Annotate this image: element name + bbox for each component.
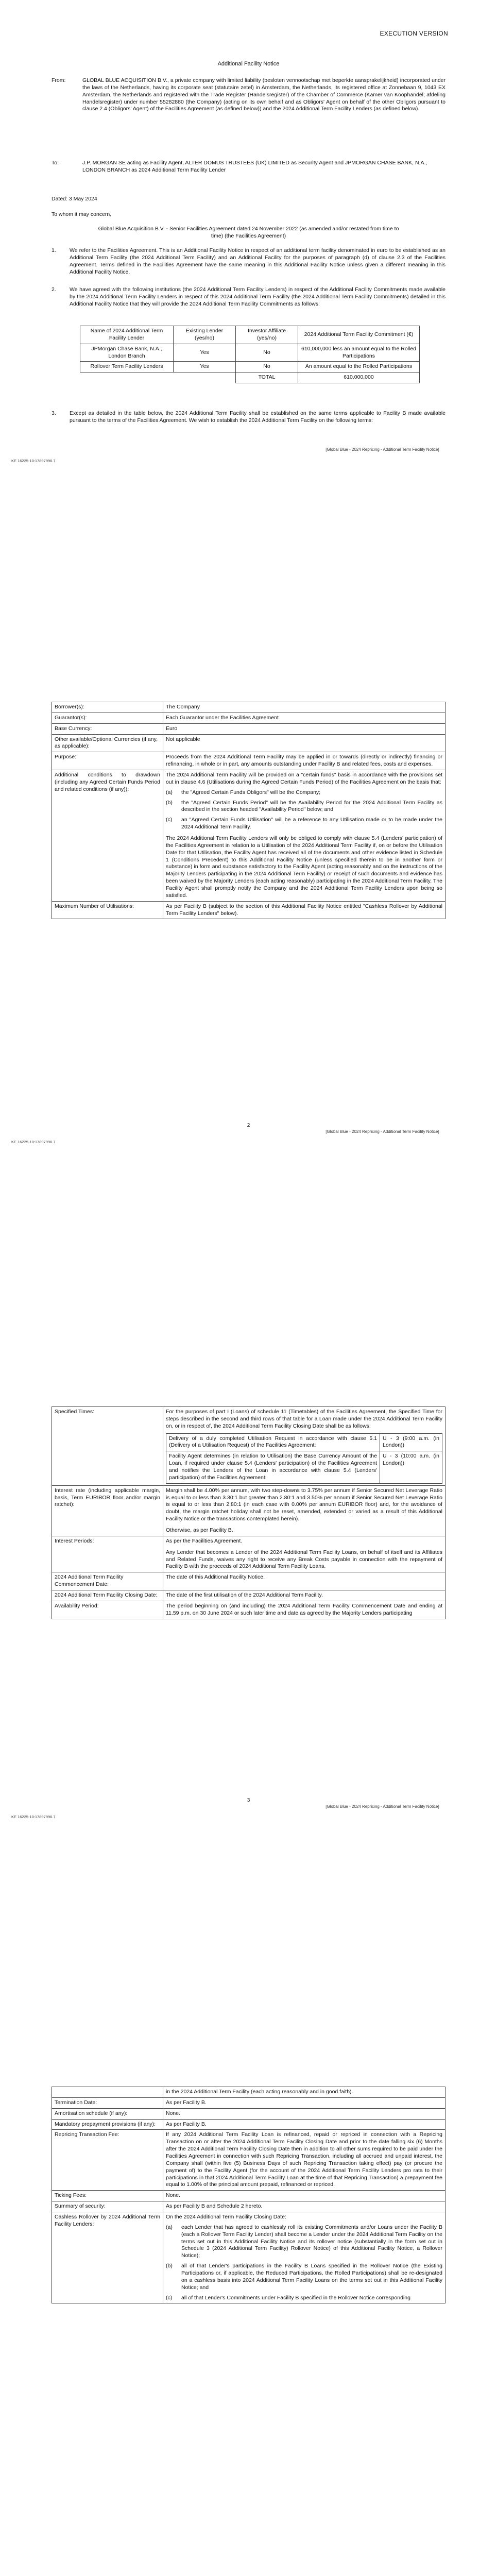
paragraph-1-number: 1. [52, 247, 56, 253]
cashless-item-c: all of that Lender's Commitments under Facility B specified in the Rollover Notice corresponding [181, 2294, 410, 2301]
term-row [52, 770, 445, 902]
term-value: None. [163, 2108, 445, 2119]
term-value: If any 2024 Additional Term Facility Loan is refinanced, repaid or repriced in connection with a Repricing Transaction on or after the 2024 Additional Term Facility Closing Date and prior to the date falling six (6) Months after the 2024 Additional Term Facility Closing Date then in addition to all other sums required to be paid under the Facilities Agreement in connection with such Repricing Transaction, including all accrued and unpaid interest, the Company shall (within five (5) Business Days of such Repricing Transaction taking effect) pay (or procure the payment of) to the Facility Agent (for the account of the 2024 Additional Term Facility Lenders pro rata to their participations in that 2024 Additional Term Facility Loan at the time of that Repricing Transaction) a prepayment fee equal to 1.00% of the principal amount prepaid, refinanced or repriced. [163, 2130, 445, 2191]
term-row [52, 702, 445, 713]
term-row [52, 1536, 445, 1572]
list-marker: (c) [166, 817, 173, 823]
term-value [163, 1407, 445, 1486]
term-key: Mandatory prepayment provisions (if any): [52, 2119, 163, 2130]
page-1 [0, 0, 497, 690]
notice-title: Additional Facility Notice [217, 61, 280, 67]
subject-line: Global Blue Acquisition B.V. - Senior Facilities Agreement dated 24 November 2022 (as amended and/or restated from time to time) (the Facilities Agreement) [98, 226, 399, 239]
timetable-time: U - 3 (9:00 a.m. (in London)) [380, 1433, 442, 1451]
timetable-time: U - 3 (10:00 a.m. (in London)) [380, 1451, 442, 1483]
term-value: The date of this Additional Facility Notice. [163, 1572, 445, 1590]
term-row [52, 1407, 445, 1486]
commitments-cell: No [236, 362, 298, 372]
timetable-row [166, 1451, 442, 1483]
paragraph-1 [52, 247, 445, 276]
commitments-cell: Rollover Term Facility Lenders [80, 362, 174, 372]
term-key: Interest Periods: [52, 1536, 163, 1572]
term-key: Purpose: [52, 752, 163, 770]
term-value: As per Facility B (subject to the section of this Additional Facility Notice entitled "Cashless Rollover by Additional Term Facility Lenders" below). [163, 901, 445, 919]
footer-reference: KE 16225-10:17897996.7 [11, 1140, 56, 1144]
commitments-total-row [80, 372, 420, 383]
conditions-paragraph-2: The 2024 Additional Term Facility Lenders will only be obliged to comply with clause 5.4 (Lenders' participation) of the Facilities Agreement in relation to a Utilisation of the 2024 Additional Term Facility if, on or before the Utilisation Date for that Utilisation, the Facility Agent has received all of the documents and other evidence listed in Schedule 1 (Conditions Precedent) to this Additional Facility Notice (unless specified therein to be in another form or substance) in form and substance satisfactory to the Facility Agent (acting reasonably and on the instructions of the Majority Lenders participating in the 2024 Additional Term Facility) or receipt of such documents and evidence has been waived by the Majority Lenders (each acting reasonably) participating in the 2024 Additional Term Facility. The Facility Agent shall promptly notify the Company and the 2024 Additional Term Facility Lenders upon being so satisfied. [166, 835, 442, 899]
footer-text: [Global Blue - 2024 Repricing - Additional Term Facility Notice] [325, 1804, 439, 1809]
term-key: 2024 Additional Term Facility Commencement Date: [52, 1572, 163, 1590]
conditions-item-b: the "Agreed Certain Funds Period" will be the Availability Period for the 2024 Additional Term Facility as described in the section headed "Availability Period" below; and [181, 799, 442, 813]
term-row [52, 1590, 445, 1601]
term-row [52, 2119, 445, 2130]
list-marker: (b) [166, 2263, 173, 2269]
term-key [52, 2087, 163, 2098]
cashless-item-b: all of that Lender's participations in the Facility B Loans specified in the Rollover Notice (the Existing Participations or, if applicable, the Reduced Participations, the Rolled Participations) shall be re-designated on a cashless basis into 2024 Additional Term Facility Loans on the terms set out in this Additional Facility Notice; and [181, 2263, 442, 2291]
commitments-row [80, 362, 420, 372]
commitments-row [80, 344, 420, 362]
interest-periods-waiver: Any Lender that becomes a Lender of the 2024 Additional Term Facility Loans, on behalf of itself and its Affiliates and Related Funds, waives any right to receive any Break Costs payable in connection with the repayment of Facility B with the proceeds of 2024 Additional Term Facility Loans. [166, 1549, 442, 1570]
footer-reference: KE 16225-10:17897996.7 [11, 1815, 56, 1819]
term-row [52, 2191, 445, 2201]
term-key: Availability Period: [52, 1601, 163, 1619]
interest-rate-otherwise: Otherwise, as per Facility B. [166, 1527, 233, 1534]
footer-reference: KE 16225-10:17897996.7 [11, 459, 56, 463]
commitments-header-cell: Name of 2024 Additional Term Facility Lender [80, 326, 174, 344]
term-value: The date of the first utilisation of the 2024 Additional Term Facility. [163, 1590, 445, 1601]
commitments-cell: 610,000,000 less an amount equal to the Rolled Participations [298, 344, 420, 362]
term-row [52, 752, 445, 770]
term-value: in the 2024 Additional Term Facility (each acting reasonably and in good faith). [163, 2087, 445, 2098]
term-row [52, 723, 445, 734]
conditions-item-c: an "Agreed Certain Funds Utilisation" will be a reference to any Utilisation made or to be made under the 2024 Additional Term Facility. [181, 817, 442, 831]
term-value: As per Facility B. [163, 2119, 445, 2130]
term-row [52, 713, 445, 723]
term-row [52, 2130, 445, 2191]
paragraph-2-text: We have agreed with the following institutions (the 2024 Additional Term Facility Lenders) in respect of the Additional Facility Commitments made available by the 2024 Additional Term Facility Lenders in respect of this 2024 Additional Term Facility (the 2024 Additional Term Facility Commitments) detailed in this Additional Facility Notice that they will provide the 2024 Additional Term Facility Commitments as follows: [70, 286, 445, 307]
commitments-cell: Yes [174, 344, 236, 362]
term-value: Proceeds from the 2024 Additional Term Facility may be applied in or towards (directly or indirectly) financing or refinancing, in whole or in part, any amounts outstanding under Facility B and related fees, costs and expenses. [163, 752, 445, 770]
term-value [163, 1536, 445, 1572]
footer-text: [Global Blue - 2024 Repricing - Additional Term Facility Notice] [325, 447, 439, 452]
terms-table-page-3 [52, 1406, 445, 1619]
paragraph-3 [52, 410, 445, 425]
footer-text: [Global Blue - 2024 Repricing - Additional Term Facility Notice] [325, 1129, 439, 1134]
term-key: Interest rate (including applicable margin, basis, Term EURIBOR floor and/or margin ratchet): [52, 1485, 163, 1536]
term-value: Each Guarantor under the Facilities Agreement [163, 713, 445, 723]
page-number: 2 [247, 1123, 250, 1128]
term-key: Borrower(s): [52, 702, 163, 713]
term-key: Additional conditions to drawdown (including any Agreed Certain Funds Period and related conditions (if any)): [52, 770, 163, 902]
term-value: The period beginning on (and including) the 2024 Additional Term Facility Commencement Date and ending at 11.59 p.m. on 30 June 2024 or such later time and date as agreed by the Majority Lenders participating [163, 1601, 445, 1619]
to-label: To: [52, 160, 59, 166]
term-value: As per Facility B. [163, 2097, 445, 2108]
to-text: J.P. MORGAN SE acting as Facility Agent, ALTER DOMUS TRUSTEES (UK) LIMITED as Security Agent and JPMORGAN CHASE BANK, N.A., LONDON BRANCH as 2024 Additional Term Facility Lender [82, 160, 427, 173]
timetable-step: Delivery of a duly completed Utilisation Request in accordance with clause 5.1 (Delivery of a Utilisation Request) of the Facilities Agreement: [166, 1433, 380, 1451]
term-value [163, 770, 445, 902]
to-block [52, 160, 445, 174]
term-key: Specified Times: [52, 1407, 163, 1486]
term-key: Base Currency: [52, 723, 163, 734]
list-marker: (a) [166, 2224, 173, 2230]
term-value: The Company [163, 702, 445, 713]
term-value: Not applicable [163, 734, 445, 752]
terms-table-page-2 [52, 702, 445, 919]
paragraph-2-number: 2. [52, 286, 56, 293]
commitments-header-cell: Existing Lender (yes/no) [174, 326, 236, 344]
from-label: From: [52, 77, 66, 83]
page-3 [0, 1381, 497, 2081]
timetable [166, 1433, 442, 1484]
commitments-cell: JPMorgan Chase Bank, N.A., London Branch [80, 344, 174, 362]
term-row [52, 2108, 445, 2119]
paragraph-2 [52, 286, 445, 308]
paragraph-3-text: Except as detailed in the table below, the 2024 Additional Term Facility shall be established on the same terms applicable to Facility B made available pursuant to the terms of the Facilities Agreement. We wish to establish the 2024 Additional Term Facility on the following terms: [70, 410, 445, 423]
page-4 [0, 2081, 497, 2576]
terms-table-page-4 [52, 2087, 445, 2303]
term-key: Repricing Transaction Fee: [52, 2130, 163, 2191]
term-key: Termination Date: [52, 2097, 163, 2108]
timetable-row [166, 1433, 442, 1451]
cashless-intro: On the 2024 Additional Term Facility Closing Date: [166, 2214, 286, 2221]
term-row [52, 1572, 445, 1590]
paragraph-3-number: 3. [52, 410, 56, 416]
term-row [52, 1601, 445, 1619]
commitments-total-label: TOTAL [236, 372, 298, 383]
paragraph-1-text: We refer to the Facilities Agreement. This is an Additional Facility Notice in respect of an additional term facility denominated in euro to be established as an Additional Term Facility (the 2024 Additional Term Facility) and an Additional Facility for the purposes of paragraph (d) of clause 2.3 of the Facilities Agreement. Terms defined in the Facilities Agreement have the same meaning in this Additional Facility Notice unless given a different meaning in this Additional Facility Notice. [70, 247, 445, 275]
term-key: Guarantor(s): [52, 713, 163, 723]
page-number: 3 [247, 1798, 250, 1803]
term-key: 2024 Additional Term Facility Closing Date: [52, 1590, 163, 1601]
term-key: Amortisation schedule (if any): [52, 2108, 163, 2119]
term-key: Other available/Optional Currencies (if any, as applicable): [52, 734, 163, 752]
term-key: Summary of security: [52, 2201, 163, 2212]
page-2 [0, 690, 497, 1381]
term-row [52, 901, 445, 919]
term-value: None. [163, 2191, 445, 2201]
execution-version-label: EXECUTION VERSION [380, 30, 448, 37]
term-key: Cashless Rollover by 2024 Additional Term Facility Lenders: [52, 2212, 163, 2303]
term-row [52, 2097, 445, 2108]
commitments-header-cell: 2024 Additional Term Facility Commitment (€) [298, 326, 420, 344]
commitments-table [80, 326, 420, 383]
commitments-total-value: 610,000,000 [298, 372, 420, 383]
interest-periods-text: As per the Facilities Agreement. [166, 1537, 243, 1544]
list-marker: (a) [166, 789, 173, 795]
term-value: Euro [163, 723, 445, 734]
timetable-step: Facility Agent determines (in relation to Utilisation) the Base Currency Amount of the Loan, if required under clause 5.4 (Lenders' participation) of the Facilities Agreement and notifies the Lenders of the Loan in accordance with clause 5.4 (Lenders' participation) of the Facilities Agreement: [166, 1451, 380, 1483]
term-key: Maximum Number of Utilisations: [52, 901, 163, 919]
term-key: Ticking Fees: [52, 2191, 163, 2201]
commitments-header-cell: Investor Affiliate (yes/no) [236, 326, 298, 344]
commitments-cell: No [236, 344, 298, 362]
term-value [163, 2212, 445, 2303]
term-row [52, 1485, 445, 1536]
dated-line: Dated: 3 May 2024 [52, 196, 97, 202]
term-value: As per Facility B and Schedule 2 hereto. [163, 2201, 445, 2212]
term-row [52, 734, 445, 752]
list-marker: (c) [166, 2294, 173, 2301]
from-block [52, 77, 445, 113]
from-text: GLOBAL BLUE ACQUISITION B.V., a private company with limited liability (besloten vennootschap met beperkte aansprakelijkheid) incorporated under the laws of the Netherlands, having its corporate seat (statutaire zetel) in Amsterdam, the Netherlands, its registered office at Zonnebaan 9, 1043 EX Amsterdam, the Netherlands and registered with the Trade Register (Handelsregister) of the Chamber of Commerce (Kamer van Koophandel; afdeling Handelsregister) under number 55282880 (the Company) (acting on its own behalf and as Obligors' Agent on behalf of the other Obligors pursuant to clause 2.4 (Obligors' Agent) of the Facilities Agreement (as defined below)) and the 2024 Additional Term Facility Lenders (as defined below). [82, 77, 445, 112]
cashless-item-a: each Lender that has agreed to cashlessly roll its existing Commitments and/or Loans under the Facility B (each a Rollover Term Facility Lender) shall become a Lender under the 2024 Additional Term Facility on the terms set out in this Additional Facility Notice and its rollover notice (substantially in the form set out in Schedule 3 (2024 Additional Term Facility) Rollover Notice) of this Additional Facility Notice, a Rollover Notice); [181, 2224, 442, 2259]
term-row [52, 2201, 445, 2212]
term-value [163, 1485, 445, 1536]
specified-times-intro: For the purposes of part I (Loans) of schedule 11 (Timetables) of the Facilities Agreement, the Specified Time for steps described in the second and third rows of that table for a Loan made under the 2024 Additional Term Facility on, or in respect of, the 2024 Additional Term Facility Closing Date shall be as follows: [166, 1409, 442, 1429]
conditions-intro: The 2024 Additional Term Facility will be provided on a "certain funds" basis in accordance with the provisions set out in clause 4.6 (Utilisations during the Agreed Certain Funds Period) of the Facilities Agreement on the basis that: [166, 772, 442, 785]
interest-rate-text: Margin shall be 4.00% per annum, with two step-downs to 3.75% per annum if Senior Secured Net Leverage Ratio is equal to or less than 3.30:1 but greater than 2.80:1 and 3.50% per annum if Senior Secured Net Leverage Ratio is equal to or less than 2.80:1 (in each case with 0.00% per annum EURIBOR floor) and, for the avoidance of doubt, the margin ratchet holiday shall not be reset, amended, extended or varied as a result of this Additional Facility Notice or the transactions contemplated herein). [166, 1487, 442, 1522]
commitments-header-row [80, 326, 420, 344]
commitments-cell: Yes [174, 362, 236, 372]
salutation: To whom it may concern, [52, 211, 112, 217]
term-row [52, 2087, 445, 2098]
list-marker: (b) [166, 799, 173, 806]
commitments-cell: An amount equal to the Rolled Participations [298, 362, 420, 372]
conditions-item-a: the "Agreed Certain Funds Obligors" will be the Company; [181, 789, 321, 795]
term-row [52, 2212, 445, 2303]
